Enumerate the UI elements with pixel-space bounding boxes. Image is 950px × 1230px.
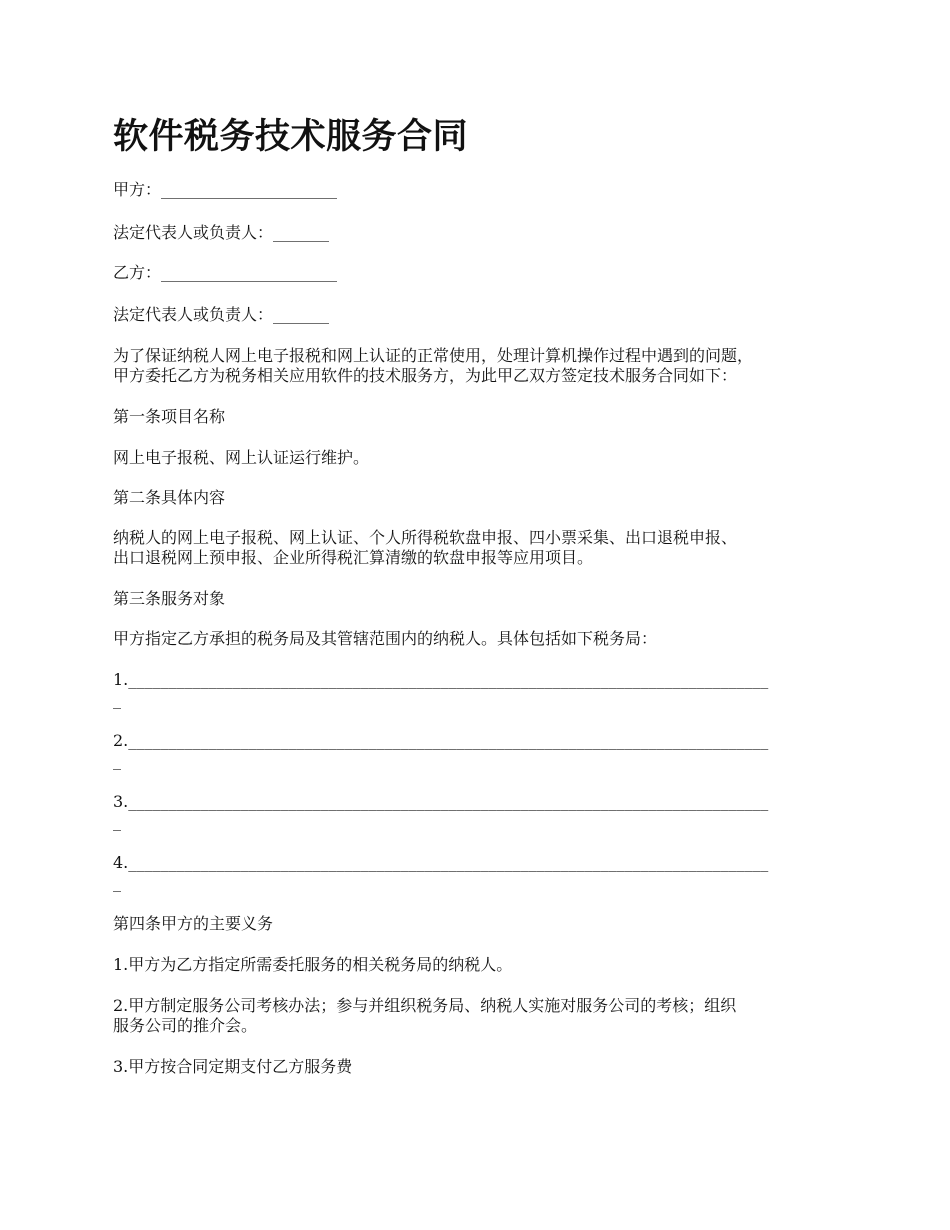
bureau-item-2-line: 2.________________________________________________________________________________ [113,731,769,750]
bureau-item-4-continuation: _ [113,873,121,892]
party-a-field: 甲方：______________________ [113,180,338,199]
intro-line-1: 为了保证纳税人网上电子报税和网上认证的正常使用，处理计算机操作过程中遇到的问题， [113,346,754,365]
bureau-item [113,792,768,832]
article-2-line-1: 纳税人的网上电子报税、网上认证、个人所得税软盘申报、四小票采集、出口退税申报、 [113,528,738,547]
bureau-item-3-line: 3.________________________________________________________________________________ [113,792,769,811]
party-b-representative-field: 法定代表人或负责人：_______ [113,305,330,324]
party-b-field: 乙方：______________________ [113,263,338,282]
bureau-item-3-continuation: _ [113,812,121,831]
article-3-heading: 第三条服务对象 [113,589,226,608]
page-title: 软件税务技术服务合同 [113,116,469,157]
article-2-line-2: 出口退税网上预申报、企业所得税汇算清缴的软盘申报等应用项目。 [113,548,594,567]
bureau-item [113,731,768,771]
bureau-item [113,853,768,893]
article-1-heading: 第一条项目名称 [113,407,226,426]
obligation-3: 3.甲方按合同定期支付乙方服务费 [113,1057,353,1076]
obligation-1: 1.甲方为乙方指定所需委托服务的相关税务局的纳税人。 [113,955,513,974]
obligation-2-line-2: 服务公司的推介会。 [113,1016,258,1035]
party-a-representative-field: 法定代表人或负责人：_______ [113,223,330,242]
article-2-heading: 第二条具体内容 [113,488,226,507]
bureau-item-2-continuation: _ [113,751,121,770]
intro-paragraph [113,346,753,386]
article-1-text: 网上电子报税、网上认证运行维护。 [113,448,370,467]
article-3-text: 甲方指定乙方承担的税务局及其管辖范围内的纳税人。具体包括如下税务局： [113,629,658,648]
obligation-2 [113,996,736,1036]
bureau-item [113,670,768,710]
article-4-heading: 第四条甲方的主要义务 [113,914,274,933]
bureau-item-4-line: 4.________________________________________________________________________________ [113,853,769,872]
intro-line-2: 甲方委托乙方为税务相关应用软件的技术服务方，为此甲乙双方签定技术服务合同如下： [113,366,738,385]
article-2-paragraph [113,528,737,568]
bureau-item-1-line: 1.________________________________________________________________________________ [113,670,769,689]
bureau-item-1-continuation: _ [113,690,121,709]
obligation-2-line-1: 2.甲方制定服务公司考核办法；参与并组织税务局、纳税人实施对服务公司的考核；组织 [113,996,737,1015]
